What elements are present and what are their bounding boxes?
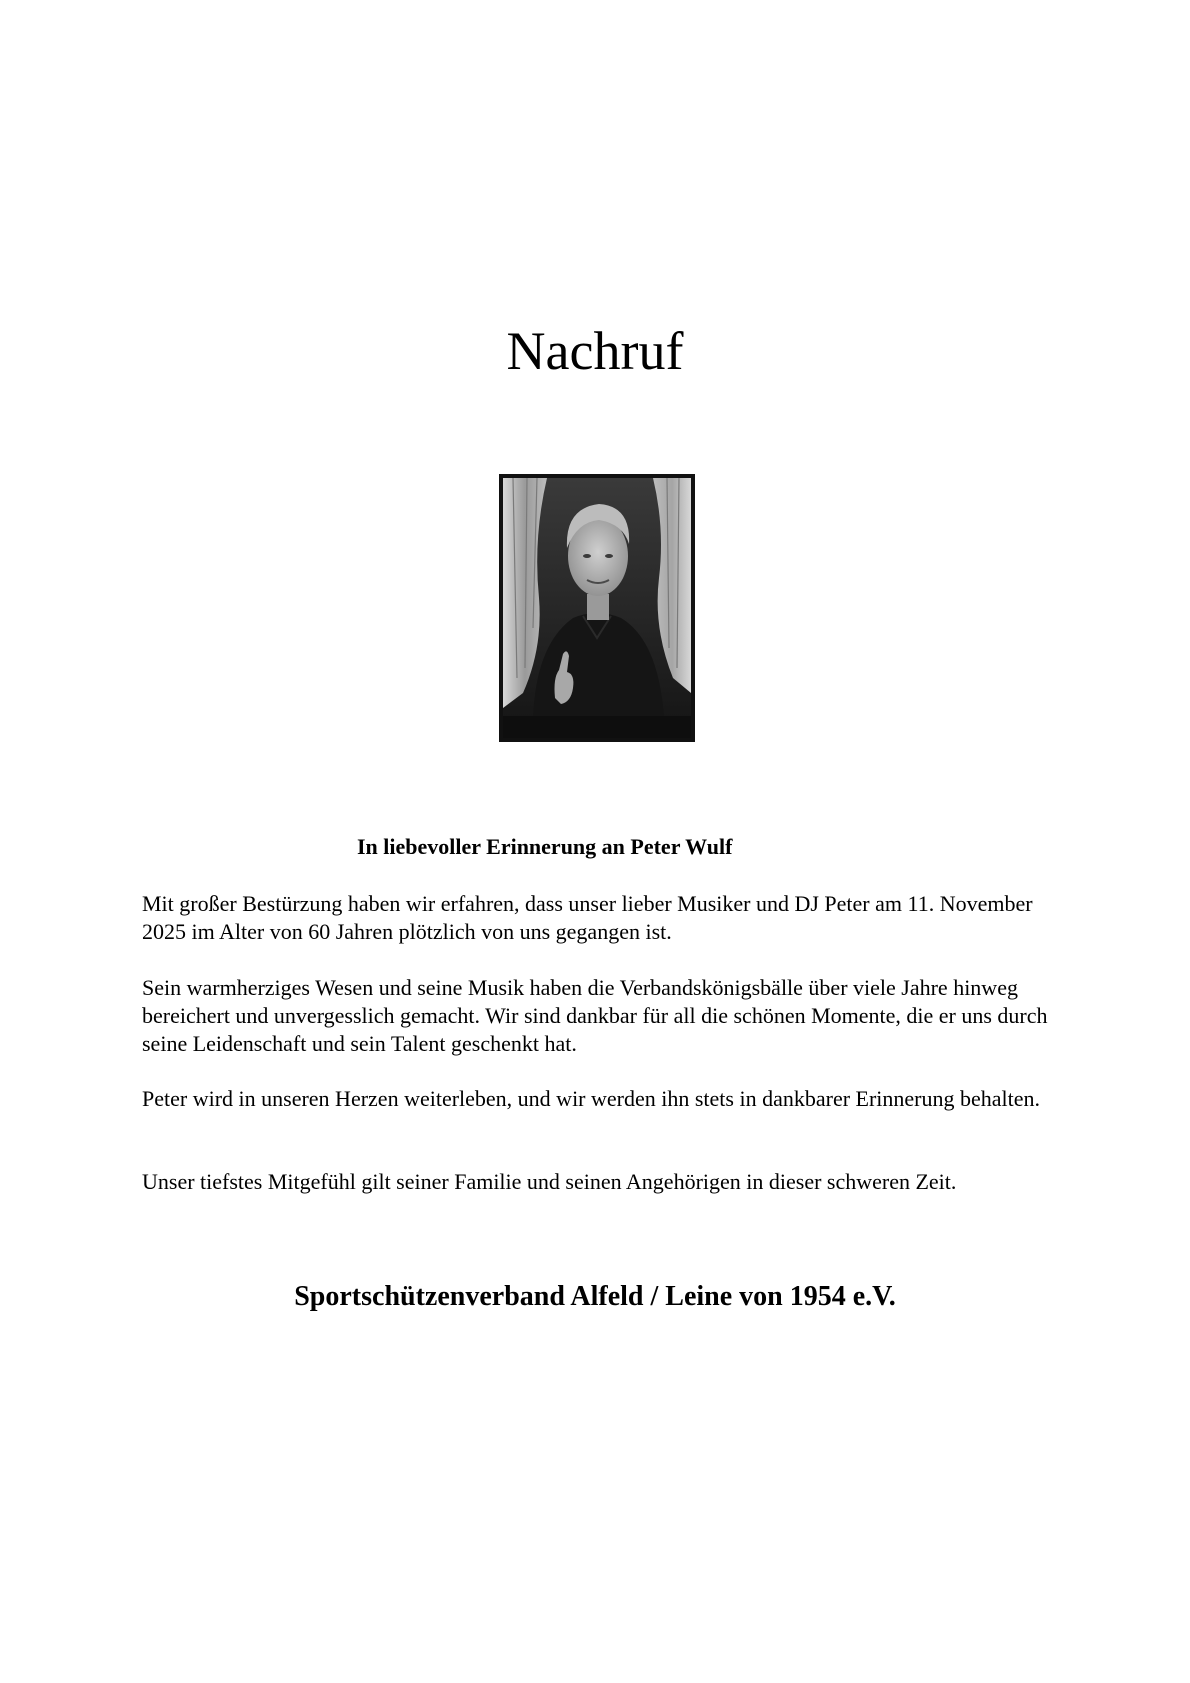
portrait-photo xyxy=(499,474,695,742)
paragraph-announcement: Mit großer Bestürzung haben wir erfahren, dass unser lieber Musiker und DJ Peter am 11. November 2025 im Alter von 60 Jahren plötzlich von uns gegangen ist. xyxy=(142,891,1033,944)
portrait-image xyxy=(503,478,691,738)
paragraph-remembrance: Peter wird in unseren Herzen weiterleben, und wir werden ihn stets in dankbarer Erinnerung behalten. xyxy=(142,1086,1041,1111)
memorial-subtitle: In liebevoller Erinnerung an Peter Wulf xyxy=(357,834,733,859)
page-title: Nachruf xyxy=(506,321,684,381)
organization-signature: Sportschützenverband Alfeld / Leine von 1954 e.V. xyxy=(294,1281,896,1312)
paragraph-tribute: Sein warmherziges Wesen und seine Musik haben die Verbandskönigsbälle über viele Jahre hinweg bereichert und unvergesslich gemacht. Wir sind dankbar für all die schönen Momente, die er uns durch seine Leidenschaft und sein Talent geschenkt hat. xyxy=(142,975,1048,1056)
paragraph-condolences: Unser tiefstes Mitgefühl gilt seiner Familie und seinen Angehörigen in dieser schweren Zeit. xyxy=(142,1169,957,1194)
